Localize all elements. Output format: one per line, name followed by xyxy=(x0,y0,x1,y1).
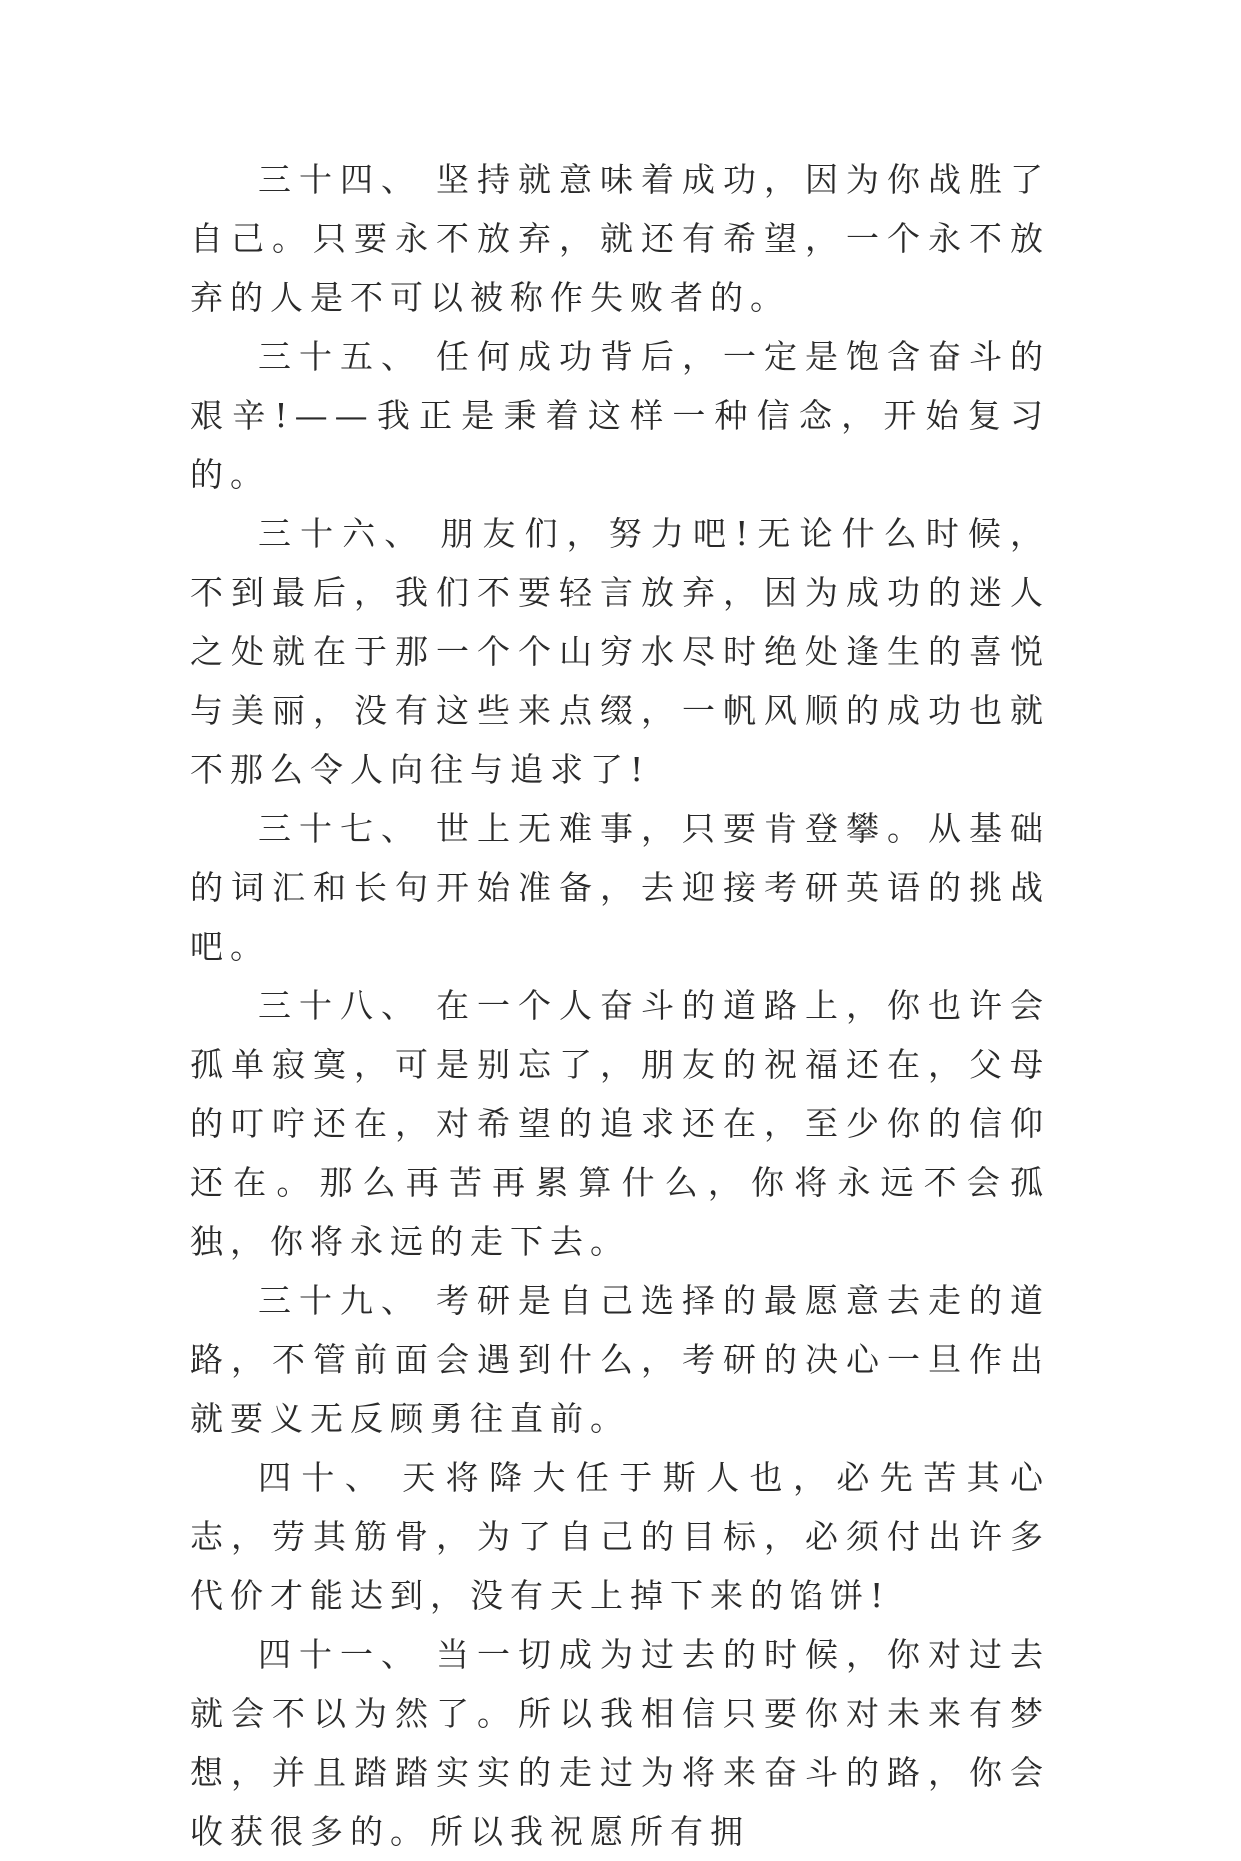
paragraph-number: 三十八、 xyxy=(258,986,422,1025)
paragraph-text: 天将降大任于斯人也，必先苦其心志，劳其筋骨，为了自己的目标，必须付出许多代价才能达到，没有天上掉下来的馅饼! xyxy=(190,1458,1051,1615)
paragraph-37 xyxy=(190,799,1050,976)
paragraph-text: 在一个人奋斗的道路上，你也许会孤单寂寞，可是别忘了，朋友的祝福还在，父母的叮咛还在，对希望的追求还在，至少你的信仰还在。那么再苦再累算什么，你将永远不会孤独，你将永远的走下去。 xyxy=(190,986,1050,1261)
paragraph-34 xyxy=(190,150,1050,327)
paragraph-number: 四十一、 xyxy=(258,1635,422,1674)
paragraph-number: 四十、 xyxy=(258,1458,389,1497)
paragraph-number: 三十五、 xyxy=(258,337,422,376)
paragraph-41 xyxy=(190,1625,1050,1861)
paragraph-number: 三十九、 xyxy=(258,1281,422,1320)
document-body xyxy=(190,150,1050,1861)
paragraph-text: 考研是自己选择的最愿意去走的道路，不管前面会遇到什么，考研的决心一旦作出就要义无反顾勇往直前。 xyxy=(190,1281,1050,1438)
paragraph-number: 三十六、 xyxy=(258,514,427,553)
paragraph-number: 三十四、 xyxy=(258,160,422,199)
paragraph-38 xyxy=(190,976,1050,1271)
paragraph-text: 朋友们，努力吧!无论什么时候，不到最后，我们不要轻言放弃，因为成功的迷人之处就在于那一个个山穷水尽时绝处逢生的喜悦与美丽，没有这些来点缀，一帆风顺的成功也就不那么令人向往与追求了! xyxy=(190,514,1051,789)
paragraph-40 xyxy=(190,1448,1050,1625)
paragraph-number: 三十七、 xyxy=(258,809,422,848)
paragraph-36 xyxy=(190,504,1050,799)
paragraph-35 xyxy=(190,327,1050,504)
paragraph-39 xyxy=(190,1271,1050,1448)
paragraph-text: 世上无难事，只要肯登攀。从基础的词汇和长句开始准备，去迎接考研英语的挑战吧。 xyxy=(190,809,1050,966)
paragraph-text: 当一切成为过去的时候，你对过去就会不以为然了。所以我相信只要你对未来有梦想，并且踏踏实实的走过为将来奋斗的路，你会收获很多的。所以我祝愿所有拥 xyxy=(190,1635,1050,1851)
paragraph-text: 坚持就意味着成功，因为你战胜了自己。只要永不放弃，就还有希望，一个永不放弃的人是不可以被称作失败者的。 xyxy=(190,160,1050,317)
paragraph-text: 任何成功背后，一定是饱含奋斗的艰辛!——我正是秉着这样一种信念，开始复习的。 xyxy=(190,337,1050,494)
